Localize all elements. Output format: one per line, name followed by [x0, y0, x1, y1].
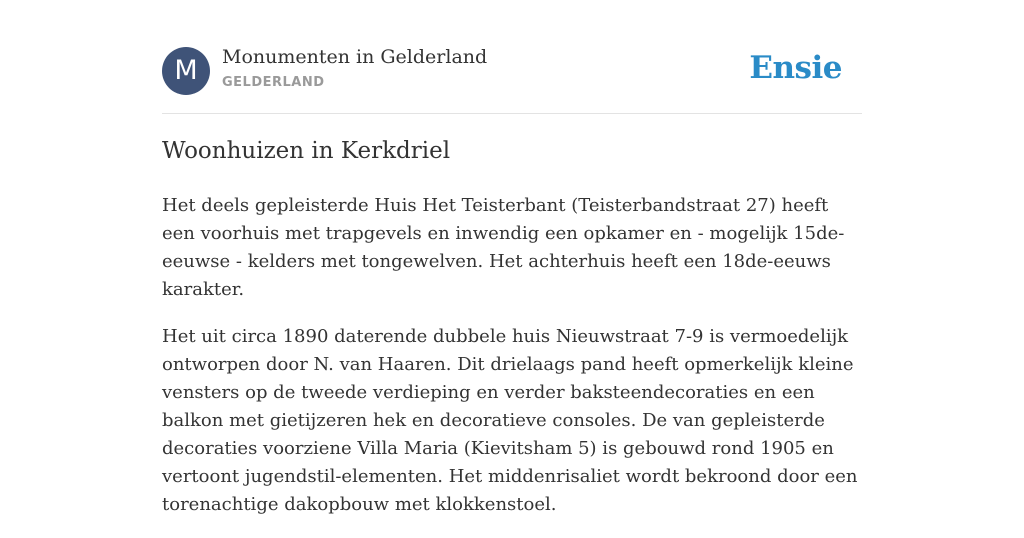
header	[162, 0, 862, 114]
avatar[interactable]: M	[162, 47, 210, 95]
article-title: Woonhuizen in Kerkdriel	[162, 138, 451, 164]
collection-title-link[interactable]: Monumenten in Gelderland	[222, 46, 488, 68]
ensie-logo[interactable]: Ensie	[749, 50, 842, 86]
article-body	[162, 192, 862, 538]
article-paragraph-1: Het deels gepleisterde Huis Het Teisterbant (Teisterbandstraat 27) heeft een voorhuis met trapgevels en inwendig een opkamer en - mogelijk 15de-eeuwse - kelders met tongewelven. Het achterhuis heeft een 18de-eeuws karakter.	[162, 195, 845, 300]
content-card	[162, 0, 862, 515]
article-paragraph-2: Het uit circa 1890 daterende dubbele huis Nieuwstraat 7-9 is vermoedelijk ontworpen door N. van Haaren. Dit drielaags pand heeft opmerkelijk kleine vensters op de tweede verdieping en verder baksteendecoraties en een balkon met gietijzeren hek en decoratieve consoles. De van gepleisterde decoraties voorziene Villa Maria (Kievitsham 5) is gebouwd rond 1905 en vertoont jugendstil-elementen. Het middenrisaliet wordt bekroond door een torenachtige dakopbouw met klokkenstoel.	[162, 326, 858, 515]
collection-subtitle: GELDERLAND	[222, 75, 325, 90]
